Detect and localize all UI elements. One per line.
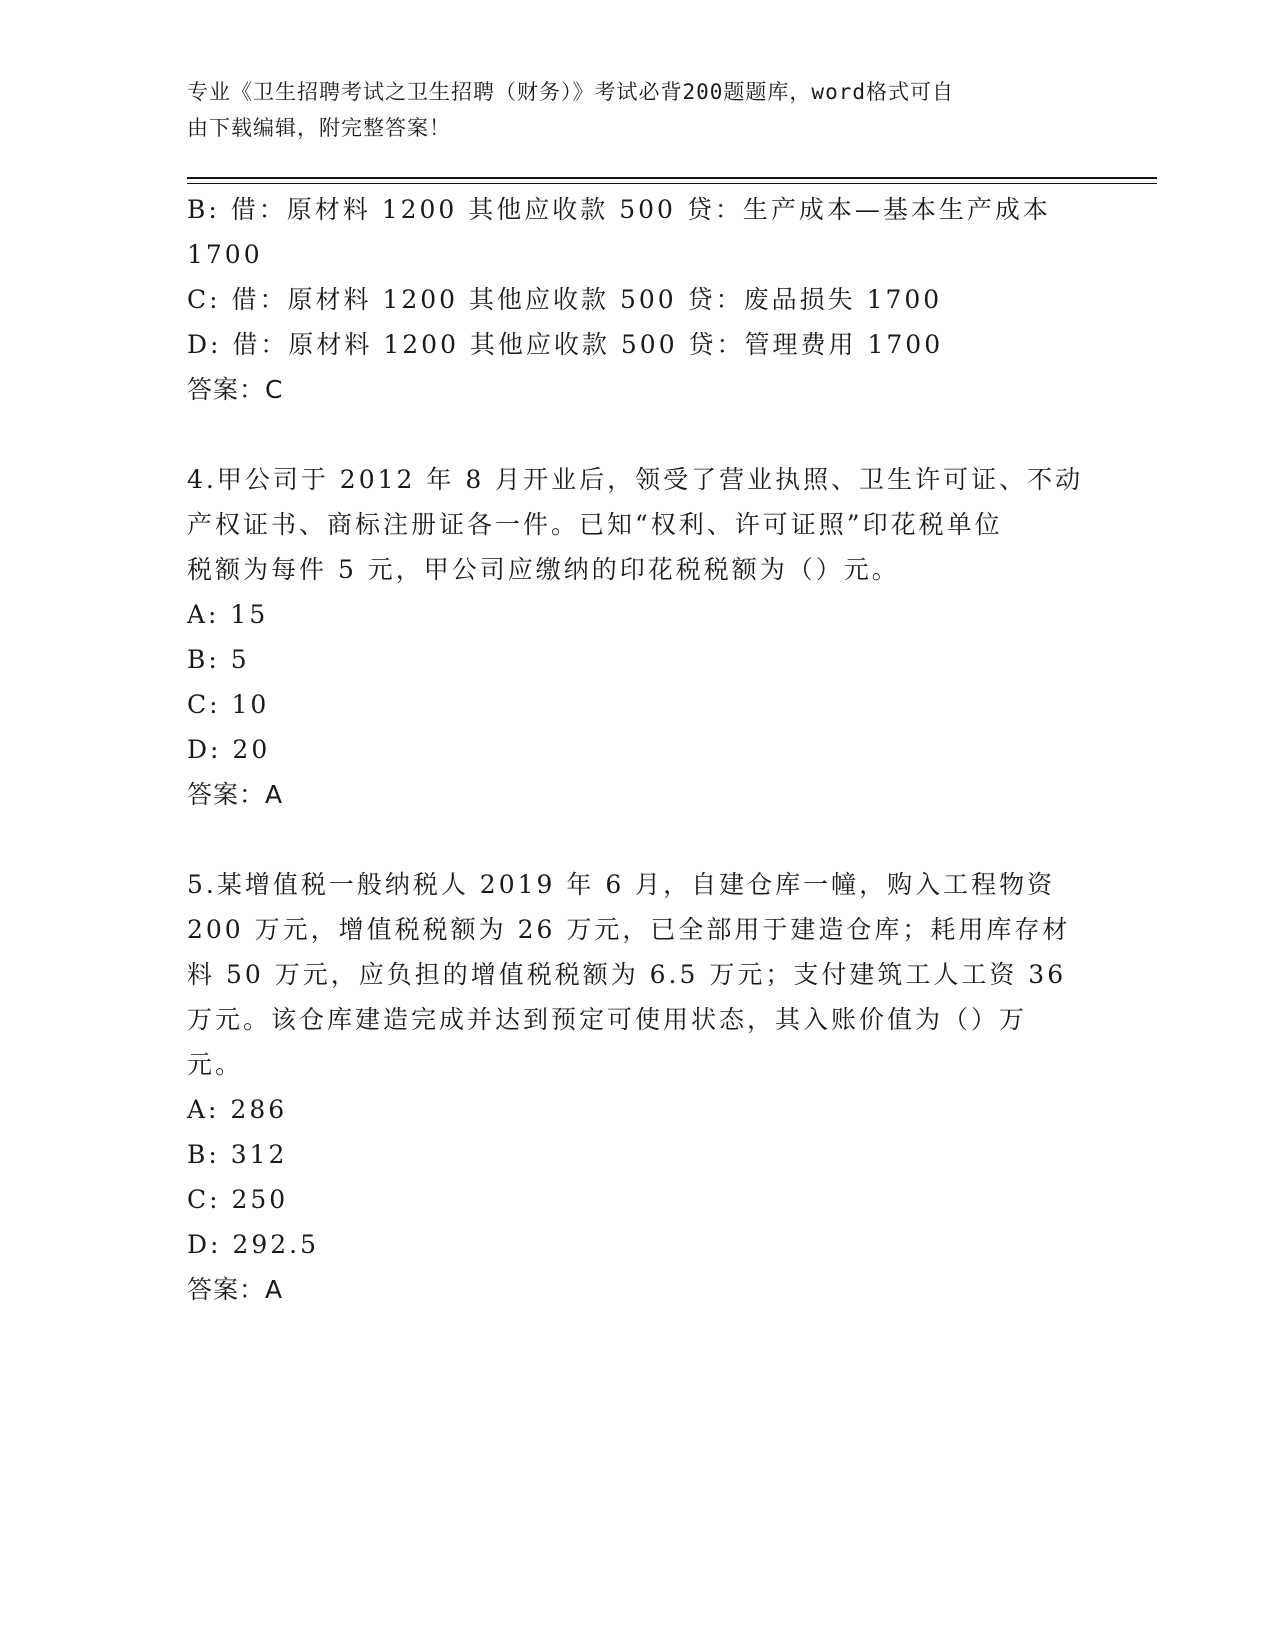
header-line-1: 专业《卫生招聘考试之卫生招聘（财务）》考试必背200题题库，word格式可自: [187, 80, 954, 104]
q5-stem-line-1: 5.某增值税一般纳税人 2019 年 6 月，自建仓库一幢，购入工程物资: [187, 870, 1056, 899]
q3-answer: 答案：C: [187, 375, 284, 404]
q5-option-a: A: 286: [187, 1095, 288, 1124]
header-line-2: 由下载编辑，附完整答案！: [187, 116, 451, 140]
q4-option-a: A: 15: [187, 600, 269, 629]
q5-answer: 答案：A: [187, 1275, 284, 1304]
q4-stem-line-2: 产权证书、商标注册证各一件。已知“权利、许可证照”印花税单位: [187, 510, 1003, 539]
q5-option-c: C: 250: [187, 1185, 289, 1214]
q3-option-b-line-1: B: 借：原材料 1200 其他应收款 500 贷：生产成本—基本生产成本: [187, 195, 1051, 224]
q5-stem-line-2: 200 万元，增值税税额为 26 万元，已全部用于建造仓库；耗用库存材: [187, 915, 1071, 944]
q4-stem-line-1: 4.甲公司于 2012 年 8 月开业后，领受了营业执照、卫生许可证、不动: [187, 465, 1084, 494]
q4-answer: 答案：A: [187, 780, 284, 809]
q3-option-d: D: 借：原材料 1200 其他应收款 500 贷：管理费用 1700: [187, 330, 944, 359]
document-header: [187, 74, 1067, 146]
q4-option-b: B: 5: [187, 645, 250, 674]
q5-stem-line-4: 万元。该仓库建造完成并达到预定可使用状态，其入账价值为（）万: [187, 1005, 1028, 1034]
q5-stem-line-3: 料 50 万元，应负担的增值税税额为 6.5 万元；支付建筑工人工资 36: [187, 960, 1067, 989]
q3-option-c: C: 借：原材料 1200 其他应收款 500 贷：废品损失 1700: [187, 285, 943, 314]
q5-option-b: B: 312: [187, 1140, 288, 1169]
q3-option-b-line-2: 1700: [187, 240, 263, 269]
header-rule-thick: [187, 177, 1157, 179]
q4-stem-line-3: 税额为每件 5 元，甲公司应缴纳的印花税税额为（）元。: [187, 555, 900, 584]
q4-option-d: D: 20: [187, 735, 271, 764]
q5-stem-line-5: 元。: [187, 1050, 244, 1079]
q4-option-c: C: 10: [187, 690, 270, 719]
header-rule-thin: [187, 183, 1157, 184]
q5-option-d: D: 292.5: [187, 1230, 319, 1259]
